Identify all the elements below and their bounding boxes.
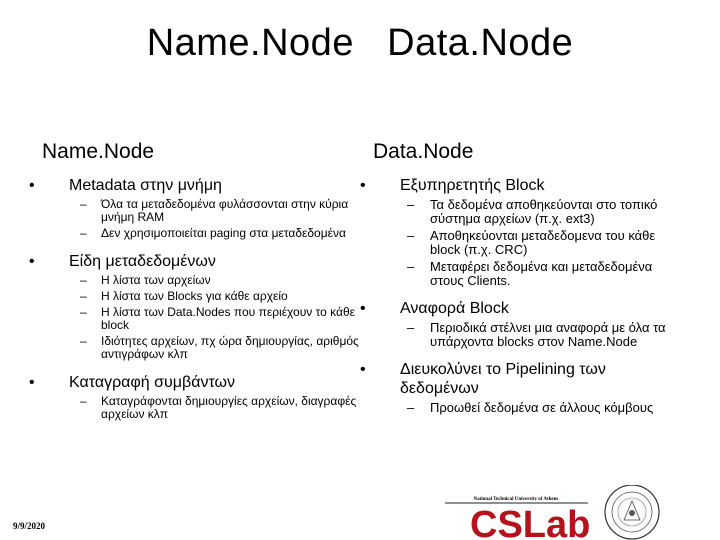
sub-bullet: – Ιδιότητες αρχείων, πχ ώρα δημιουργίας, αριθμός αντιγράφων κλπ	[70, 335, 362, 361]
sub-bullet: – Καταγράφονται δημιουργίες αρχείων, διαγραφές αρχείων κλπ	[70, 395, 362, 421]
university-text: National Technical University of Athens	[473, 497, 559, 502]
datanode-column	[373, 140, 678, 415]
namenode-column	[42, 140, 362, 421]
cslab-logo	[440, 485, 720, 540]
sub-bullet: – Η λίστα των Data.Nodes που περιέχουν το κάθε block	[70, 306, 362, 332]
slide-title: Name.Node Data.Node	[146, 22, 574, 64]
bullet-pipelining: • Διευκολύνει το Pipelining των δεδομένων	[373, 360, 678, 398]
bullet-metadata-types: • Είδη μεταδεδομένων	[42, 252, 362, 271]
slide-date: 9/9/2020	[13, 521, 46, 531]
sub-bullet: – Η λίστα των Blocks για κάθε αρχείο	[70, 290, 362, 303]
bullet-block-report: • Αναφορά Block	[373, 299, 678, 318]
sub-bullet: – Περιοδικά στέλνει μια αναφορά με όλα τα υπάρχοντα blocks στον Name.Node	[397, 321, 678, 349]
bullet-event-logging: • Καταγραφή συμβάντων	[42, 373, 362, 392]
sub-bullet: – Τα δεδομένα αποθηκεύονται στο τοπικό σύστημα αρχείων (π.χ. ext3)	[397, 198, 678, 226]
sub-bullet: – Μεταφέρει δεδομένα και μεταδεδομένα στους Clients.	[397, 260, 678, 288]
bullet-block-server: • Εξυπηρετητής Block	[373, 176, 678, 195]
sub-bullet: – Η λίστα των αρχείων	[70, 274, 362, 287]
namenode-heading: Name.Node	[42, 140, 155, 163]
lab-name: CSLab	[470, 504, 591, 540]
sub-bullet: – Αποθηκεύονται μεταδεδομενα του κάθε block (π.χ. CRC)	[397, 229, 678, 257]
sub-bullet: – Προωθεί δεδομένα σε άλλους κόμβους	[397, 401, 678, 415]
datanode-heading: Data.Node	[373, 140, 474, 163]
sub-bullet: – Όλα τα μεταδεδομένα φυλάσσονται στην κύρια μνήμη RAM	[70, 198, 362, 224]
ntua-seal-icon	[605, 485, 659, 539]
sub-bullet: – Δεν χρησιμοποιείται paging στα μεταδεδομένα	[70, 227, 362, 240]
bullet-metadata-in-memory: • Metadata στην μνήμη	[42, 176, 362, 195]
